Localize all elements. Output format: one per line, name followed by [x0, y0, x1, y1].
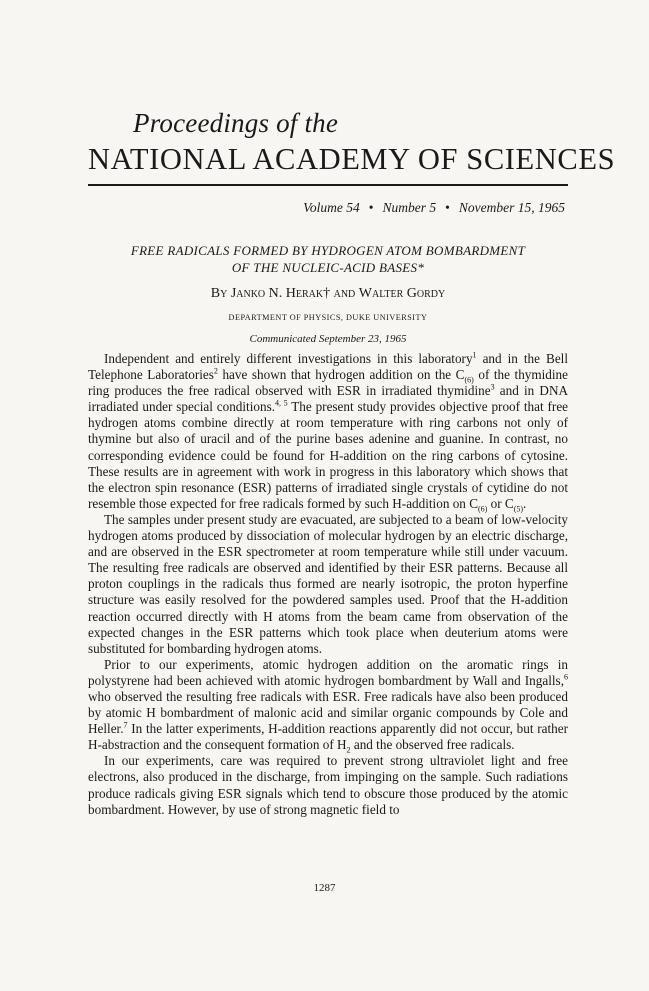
reference-marker: 4, 5: [275, 398, 288, 408]
issue-number: Number 5: [382, 200, 437, 215]
text-run: and in the Bell Telephone Laboratories: [88, 351, 569, 383]
author-name: Janko N. Herak†: [230, 286, 331, 301]
page-number: 1287: [313, 882, 336, 894]
paragraph: In our experiments, care was required to prevent strong ultraviolet light and free electrons, also produced in the discharge, from impinging on the sample. Such radiations produce radicals giving ESR signals which tend to obscure those produced by the atomic bombardment. However, by use of strong magnetic field to: [88, 753, 568, 817]
text-run: .: [523, 495, 527, 511]
text-run: or C: [487, 495, 514, 511]
reference-marker: 2: [213, 366, 218, 376]
volume: Volume 54: [303, 200, 360, 215]
subscript: (6): [478, 504, 488, 514]
journal-title-italic: Proceedings of the: [133, 108, 339, 138]
article-body: [88, 351, 568, 818]
issue-date: November 15, 1965: [458, 200, 565, 215]
text-run: who observed the resulting free radicals with ESR. Free radicals have also been produced by atomic H bombardment of malonic acid and similar organic compounds by Cole and Heller.: [88, 688, 568, 737]
text-run: and in DNA irradiated under special conditions.: [88, 383, 568, 415]
subscript: 2: [346, 745, 351, 755]
article-title-line: FREE RADICALS FORMED BY HYDROGEN ATOM BOMBARDMENT: [130, 243, 526, 258]
text-run: and the observed free radicals.: [350, 737, 515, 753]
byline: [80, 286, 576, 302]
affiliation: DEPARTMENT OF PHYSICS, DUKE UNIVERSITY: [228, 313, 428, 322]
reference-marker: 1: [472, 350, 477, 360]
reference-marker: 3: [490, 382, 495, 392]
paragraph: [88, 657, 568, 754]
byline-and: and: [333, 286, 356, 301]
subscript: (6): [464, 375, 474, 385]
text-run: have shown that hydrogen addition on the C: [217, 367, 465, 383]
text-run: Prior to our experiments, atomic hydrogen addition on the aromatic rings in polystyrene had been achieved with atomic hydrogen bombardment by Wall and Ingalls,: [88, 656, 568, 688]
text-run: of the thymidine ring produces the free radical observed with ESR in irradiated thymidine: [88, 367, 569, 399]
separator-dot: •: [445, 200, 450, 215]
masthead-rule: [88, 184, 568, 186]
separator-dot: •: [368, 200, 374, 215]
article-title-line: OF THE NUCLEIC-ACID BASES*: [231, 259, 425, 275]
subscript: (5): [513, 504, 524, 514]
paragraph: The samples under present study are evacuated, are subjected to a beam of low-velocity hydrogen atoms produced by dissociation of molecular hydrogen by an electric discharge, and are observed in the ESR spectrometer at room temperature while still under vacuum. The resulting free radicals are observed and identified by their ESR patterns. Because all proton couplings in the radicals thus formed are nearly isotropic, the proton hyperfine structure was easily resolved for the powdered samples used. Proof that the H-addition reaction occurred directly with H atoms from the beam came from observation of the expected changes in the ESR patterns which took place when deuterium atoms were substituted for bombarding hydrogen atoms.: [88, 511, 568, 656]
reference-marker: 7: [123, 720, 128, 730]
issue-line: [303, 200, 565, 216]
text-run: Independent and entirely different investigations in this laboratory: [104, 351, 473, 366]
paragraph: [88, 351, 568, 512]
communicated-date: Communicated September 23, 1965: [249, 333, 407, 345]
reference-marker: 6: [564, 672, 568, 682]
author-name: Walter Gordy: [358, 286, 446, 301]
byline-by: By: [210, 286, 228, 301]
article-title: [80, 243, 576, 276]
journal-title: NATIONAL ACADEMY OF SCIENCES: [88, 142, 616, 176]
text-run: The present study provides objective proof that free hydrogen atoms combine directly at room temperature with ring carbons not only of thymine but also of uracil and of the purine bases adenine and guanine. In contrast, no corresponding evidence could be found for H-addition on the ring carbons of cytosine. These results are in agreement with work in progress in this laboratory which shows that the electron spin resonance (ESR) patterns of irradiated single crystals of cytidine do not resemble those expected for free radicals formed by such H-addition on C: [88, 399, 569, 511]
text-run: In the latter experiments, H-addition reactions apparently did not occur, but rather H-abstraction and the consequent formation of H: [88, 721, 568, 753]
